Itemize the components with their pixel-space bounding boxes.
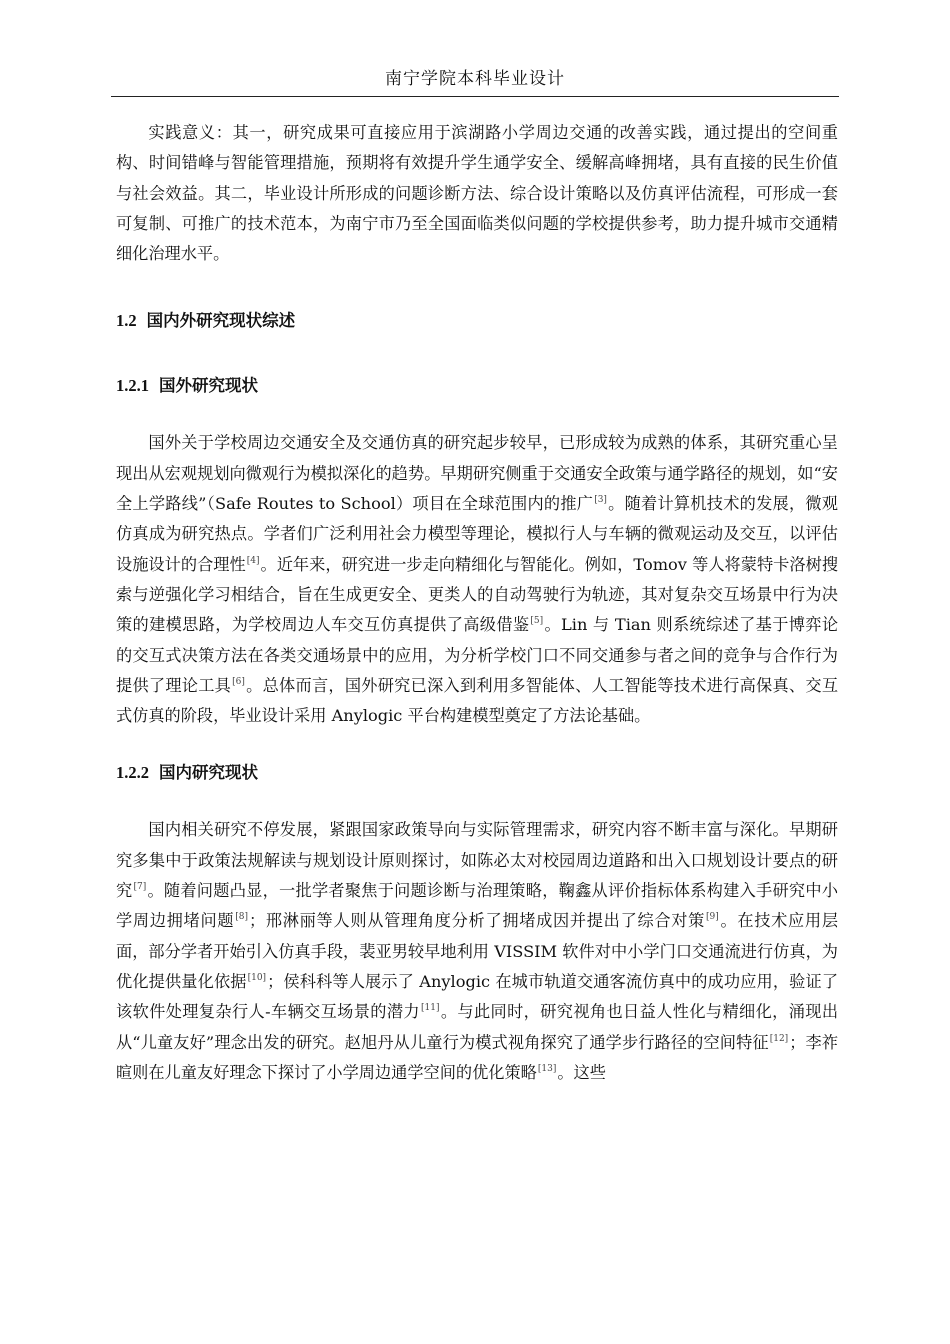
subsection-number: 1.2.1 bbox=[116, 376, 149, 396]
text-run: 。随着问题凸显，一批学者聚焦于问题诊断与治理策略，鞠鑫从评价指标体系构建入手研究中小学周边拥堵问题 bbox=[116, 881, 839, 931]
running-header: 南宁学院本科毕业设计 bbox=[385, 69, 565, 89]
foreign-research-paragraph bbox=[116, 428, 838, 731]
citation-ref: [8] bbox=[235, 912, 248, 923]
page-body bbox=[116, 118, 838, 1088]
domestic-research-paragraph bbox=[116, 815, 838, 1088]
citation-ref: [3] bbox=[594, 495, 607, 506]
citation-ref: [13] bbox=[537, 1063, 557, 1074]
text-run: ；侯科科等人展示了 Anylogic 在城市轨道交通客流仿真中的成功应用，验证了该软件处理复杂行人-车辆交互场景的潜力 bbox=[116, 971, 839, 1022]
subsection-heading-1-2-2 bbox=[116, 760, 838, 786]
text-run: 。与此同时，研究视角也日益人性化与精细化，涌现出从“儿童友好”理念出发的研究。赵旭丹从儿童行为模式视角探究了通学步行路径的空间特征 bbox=[116, 1002, 839, 1052]
citation-ref: [6] bbox=[232, 676, 245, 687]
section-heading-1-2 bbox=[116, 308, 838, 334]
citation-ref: [4] bbox=[246, 555, 260, 566]
citation-ref: [10] bbox=[247, 972, 267, 983]
text-run: 国内相关研究不停发展，紧跟国家政策导向与实际管理需求，研究内容不断丰富与深化。早期研究多集中于政策法规解读与规划设计原则探讨，如陈必太对校园周边道路和出入口规划设计要点的研究 bbox=[116, 820, 838, 901]
section-title: 国内外研究现状综述 bbox=[146, 311, 296, 331]
intro-paragraph: 实践意义：其一，研究成果可直接应用于滨湖路小学周边交通的改善实践，通过提出的空间重构、时间错峰与智能管理措施，预期将有效提升学生通学安全、缓解高峰拥堵，具有直接的民生价值与社会效益。其二，毕业设计所形成的问题诊断方法、综合设计策略以及仿真评估流程，可形成一套可复制、可推广的技术范本，为南宁市乃至全国面临类似问题的学校提供参考，助力提升城市交通精细化治理水平。 bbox=[116, 123, 838, 264]
citation-ref: [5] bbox=[530, 616, 544, 627]
subsection-title: 国外研究现状 bbox=[159, 376, 258, 396]
text-run: ；李祚暄则在儿童友好理念下探讨了小学周边通学空间的优化策略 bbox=[116, 1032, 838, 1082]
citation-ref: [12] bbox=[769, 1033, 789, 1044]
text-run: 。总体而言，国外研究已深入到利用多智能体、人工智能等技术进行高保真、交互式仿真的阶段，毕业设计采用 Anylogic 平台构建模型奠定了方法论基础。 bbox=[116, 675, 839, 726]
text-run: 。在技术应用层面，部分学者开始引入仿真手段，裴亚男较早地利用 VISSIM 软件对中小学门口交通流进行仿真，为优化提供量化依据 bbox=[116, 911, 839, 991]
subsection-number: 1.2.2 bbox=[116, 763, 149, 783]
text-run: ；邢淋丽等人则从管理角度分析了拥堵成因并提出了综合对策 bbox=[248, 911, 706, 931]
text-run: 国外关于学校周边交通安全及交通仿真的研究起步较早，已形成较为成熟的体系，其研究重心呈现出从宏观规划向微观行为模拟深化的趋势。早期研究侧重于交通安全政策与通学路径的规划，如“安全上学路线”（Safe Routes to School）项目在全球范围内的推广 bbox=[116, 433, 838, 514]
text-run: 。随着计算机技术的发展，微观仿真成为研究热点。学者们广泛利用社会力模型等理论，模拟行人与车辆的微观运动及交互，以评估设施设计的合理性 bbox=[116, 494, 838, 574]
subsection-title: 国内研究现状 bbox=[159, 763, 258, 783]
text-run: 。近年来，研究进一步走向精细化与智能化。例如，Tomov 等人将蒙特卡洛树搜索与逆强化学习相结合，旨在生成更安全、更类人的自动驾驶行为轨迹，其对复杂交互场景中行为决策的建模思路，为学校周边人车交互仿真提供了高级借鉴 bbox=[116, 554, 839, 635]
text-run: 。这些 bbox=[557, 1062, 606, 1082]
citation-ref: [9] bbox=[706, 912, 719, 923]
subsection-heading-1-2-1 bbox=[116, 373, 838, 399]
citation-ref: [11] bbox=[421, 1003, 440, 1014]
text-run: 。Lin 与 Tian 则系统综述了基于博弈论的交互式决策方法在各类交通场景中的应用，为分析学校门口不同交通参与者之间的竞争与合作行为提供了理论工具 bbox=[116, 615, 839, 695]
citation-ref: [7] bbox=[133, 882, 147, 893]
section-number: 1.2 bbox=[116, 311, 137, 331]
header-divider bbox=[111, 96, 839, 97]
